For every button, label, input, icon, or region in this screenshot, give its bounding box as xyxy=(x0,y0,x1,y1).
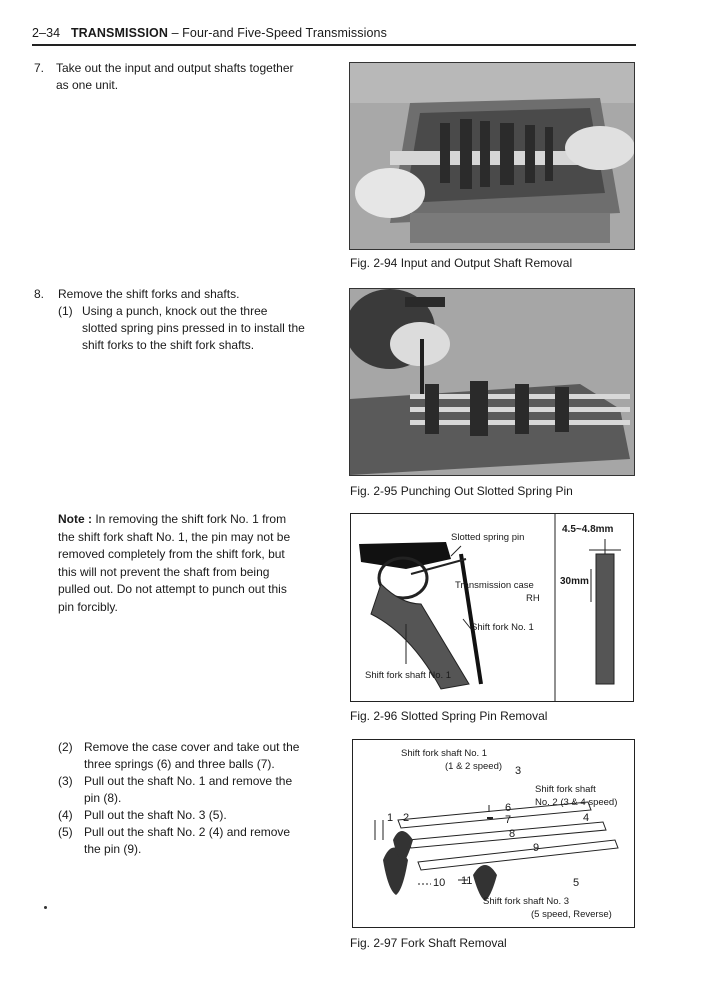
list-text-line: pin (8). xyxy=(84,791,122,805)
step-8-1 xyxy=(58,303,320,354)
label-num-5: 5 xyxy=(573,877,580,889)
label-rh: RH xyxy=(526,593,540,604)
list-text-line: Pull out the shaft No. 2 (4) and remove xyxy=(84,825,291,839)
note-line: In removing the shift fork No. 1 from xyxy=(95,512,287,526)
label-slotted-spring-pin: Slotted spring pin xyxy=(451,532,525,543)
list-number: (4) xyxy=(58,808,73,822)
figure-caption-2-96: Fig. 2-96 Slotted Spring Pin Removal xyxy=(350,709,548,723)
note-line: the shift fork shaft No. 1, the pin may not be xyxy=(58,529,291,544)
label-num-10: 10 xyxy=(433,877,446,889)
label-num-7: 7 xyxy=(505,814,512,826)
list-item xyxy=(58,807,320,824)
step-text-line: slotted spring pins pressed in to install the xyxy=(82,321,305,335)
label-num-9: 9 xyxy=(533,842,540,854)
step-text-line: Using a punch, knock out the three xyxy=(82,304,268,318)
label-shift-fork-shaft-no1: Shift fork shaft No. 1 xyxy=(365,670,452,681)
step-number: 8. xyxy=(34,287,45,301)
step-text-line: Remove the shift forks and shafts. xyxy=(58,287,240,301)
label-num-8: 8 xyxy=(509,828,516,840)
step-text-line: shift forks to the shift fork shafts. xyxy=(82,338,255,352)
label-dim-length: 30mm xyxy=(560,576,589,587)
label-shift-fork-no1: Shift fork No. 1 xyxy=(471,622,534,633)
stray-dot xyxy=(44,906,47,909)
list-text-line: the pin (9). xyxy=(84,842,142,856)
figure-caption-2-95: Fig. 2-95 Punching Out Slotted Spring Pin xyxy=(350,484,573,498)
list-text-line: Remove the case cover and take out the xyxy=(84,740,300,754)
label-shaft-no2: Shift fork shaft xyxy=(535,784,596,795)
label-speed-5-rev: (5 speed, Reverse) xyxy=(531,909,612,920)
list-number: (5) xyxy=(58,825,73,839)
note-label: Note : xyxy=(58,512,92,526)
label-transmission-case: Transmission case xyxy=(455,580,534,591)
label-num-11: 11 xyxy=(461,875,473,887)
note-line: this will not prevent the shaft from being xyxy=(58,564,270,579)
list-item xyxy=(58,773,320,807)
step-7 xyxy=(34,60,324,94)
step-text-line: Take out the input and output shafts together xyxy=(56,61,294,75)
label-num-1: 1 xyxy=(387,812,394,824)
step-number: (1) xyxy=(58,304,73,318)
list-number: (3) xyxy=(58,774,73,788)
page-header xyxy=(32,26,387,40)
note-line: pulled out. Do not attempt to punch out this xyxy=(58,582,287,597)
note-block xyxy=(58,511,318,617)
label-num-4: 4 xyxy=(583,812,590,824)
page-number: 2–34 xyxy=(32,26,61,40)
step-number: 7. xyxy=(34,61,45,75)
label-speed-3-4: No. 2 (3 & 4 speed) xyxy=(535,797,618,808)
label-dim-diameter: 4.5~4.8mm xyxy=(562,524,614,535)
diagram-fork-shaft-removal xyxy=(352,739,635,928)
diagram-slotted-spring-pin xyxy=(350,513,634,702)
list-item xyxy=(58,739,320,773)
label-speed-1-2: (1 & 2 speed) xyxy=(445,761,503,772)
step-text-line: as one unit. xyxy=(56,78,119,92)
label-num-3: 3 xyxy=(515,765,522,777)
label-num-6: 6 xyxy=(505,802,512,814)
list-number: (2) xyxy=(58,740,73,754)
photo-punching-out-spring-pin xyxy=(349,288,635,476)
list-item xyxy=(58,824,320,858)
step-8 xyxy=(34,286,324,303)
figure-caption-2-94: Fig. 2-94 Input and Output Shaft Removal xyxy=(350,256,573,270)
photo-input-output-shaft-removal xyxy=(349,62,635,250)
section-subtitle: – Four-and Five-Speed Transmissions xyxy=(171,26,387,40)
figure-caption-2-97: Fig. 2-97 Fork Shaft Removal xyxy=(350,936,507,950)
header-rule xyxy=(32,44,636,46)
section-title: TRANSMISSION xyxy=(70,26,168,40)
label-shaft-no3: Shift fork shaft No. 3 xyxy=(483,896,570,907)
note-line: pin forcibly. xyxy=(58,599,118,614)
note-line: removed completely from the shift fork, but xyxy=(58,547,285,562)
list-text-line: Pull out the shaft No. 3 (5). xyxy=(84,808,227,822)
list-text-line: Pull out the shaft No. 1 and remove the xyxy=(84,774,293,788)
label-shaft-no1: Shift fork shaft No. 1 xyxy=(401,748,488,759)
label-num-2: 2 xyxy=(403,812,410,824)
list-text-line: three springs (6) and three balls (7). xyxy=(84,757,275,771)
